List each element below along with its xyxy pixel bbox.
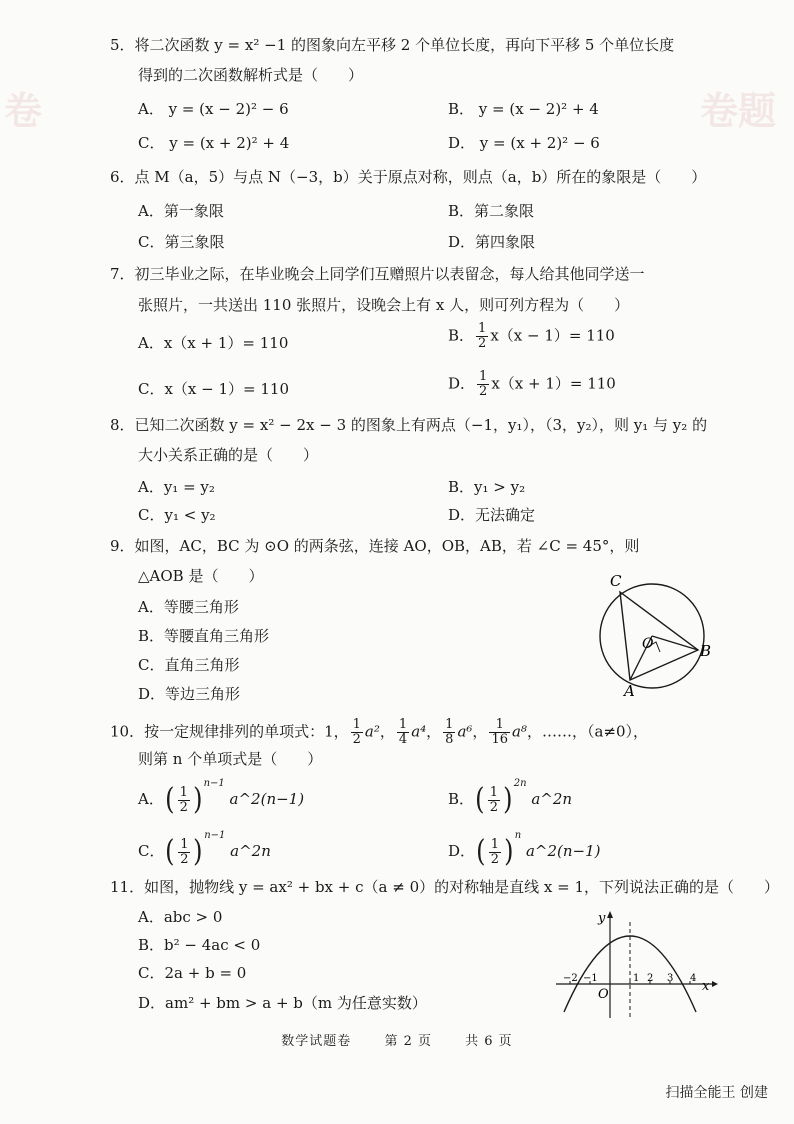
bleed-through-mark: 卷 (4, 89, 43, 133)
x-axis-label: x (702, 979, 710, 994)
fraction-numerator: 1 (489, 718, 510, 733)
fraction-denominator: 16 (491, 732, 508, 747)
question-8-option-b: B．y₁ > y₂ (448, 478, 526, 496)
origin-label: O (598, 987, 609, 1002)
question-8-stem-line-2: 大小关系正确的是（ ） (138, 446, 319, 464)
question-5-stem-line-1: 5．将二次函数 y = x² −1 的图象向左平移 2 个单位长度，再向下平移 5 个单位长度 (110, 36, 675, 54)
fraction-numerator: 1 (180, 836, 189, 852)
parabola-figure (550, 908, 720, 1023)
question-7-option-d (448, 370, 616, 399)
fraction (178, 838, 190, 867)
question-8-option-a: A．y₁ = y₂ (138, 478, 215, 496)
term-3-power: a⁶ (457, 722, 473, 741)
right-paren: ) (193, 834, 204, 869)
fraction (178, 786, 190, 815)
question-5-option-c: C． y = (x + 2)² + 4 (138, 134, 290, 152)
question-7-stem-line-1: 7．初三毕业之际，在毕业晚会上同学们互赠照片以表留念，每人给其他同学送一 (110, 265, 645, 283)
exponent: n−1 (204, 830, 226, 841)
x-tick-label: −2 (563, 973, 578, 984)
exponent: n (514, 830, 522, 841)
question-8-stem-line-1: 8．已知二次函数 y = x² − 2x − 3 的图象上有两点（−1，y₁），（3，y₂），则 y₁ 与 y₂ 的 (110, 416, 708, 434)
question-9-stem-line-2: △AOB 是（ ） (138, 567, 264, 585)
power-term: a^2(n−1) (525, 842, 601, 860)
x-tick-label: 4 (690, 973, 697, 984)
option-label: B． (448, 790, 475, 808)
question-5-option-d: D． y = (x + 2)² − 6 (448, 134, 600, 152)
question-11-option-b: B．b² − 4ac < 0 (138, 936, 261, 954)
question-9-stem-line-1: 9．如图，AC，BC 为 ⊙O 的两条弦，连接 AO，OB，AB，若 ∠C = 45°，则 (110, 537, 640, 555)
circle-figure (590, 570, 720, 698)
triangle-abc (620, 592, 698, 680)
point-label-a: A (624, 682, 635, 698)
point-label-c: C (610, 572, 622, 590)
question-9-option-d: D．等边三角形 (138, 685, 241, 703)
y-axis-label: y (598, 911, 606, 926)
point-label-b: B (700, 642, 712, 660)
left-paren: ( (476, 834, 486, 869)
fraction-numerator: 1 (479, 369, 488, 384)
fraction (477, 370, 489, 399)
question-11-option-d: D．am² + bm > a + b（m 为任意实数） (138, 994, 427, 1012)
x-tick-label: 2 (647, 973, 654, 984)
left-paren: ( (475, 782, 485, 817)
fraction-denominator: 4 (398, 732, 408, 747)
question-10-stem-line-1: 10．按一定规律排列的单项式：1， $\frac{1}{2}$ a²， $\frac{1}{4}$ a⁴， $\frac{1}{8}$ a⁶， $\frac{1}{16}$ a⁸，……，（a≠0）， (110, 717, 649, 747)
footer-subject: 数学试题卷 (281, 1034, 352, 1049)
question-5-stem-line-2: 得到的二次函数解析式是（ ） (138, 66, 364, 84)
fraction-denominator: 2 (478, 336, 487, 351)
page-footer (0, 1030, 794, 1049)
question-6-option-a: A．第一象限 (138, 202, 224, 220)
question-7-option-b (448, 322, 615, 351)
segment-ob (652, 636, 698, 650)
x-tick-label: 3 (667, 973, 674, 984)
question-11-option-a: A．abc > 0 (138, 908, 223, 926)
question-6-option-b: B．第二象限 (448, 202, 535, 220)
question-10-stem-line-2: 则第 n 个单项式是（ ） (138, 750, 323, 768)
exponent: n−1 (203, 778, 225, 789)
option-d-label: D． (448, 374, 476, 393)
question-5-option-a: A． y = (x − 2)² − 6 (138, 100, 289, 118)
right-paren: ) (503, 782, 513, 817)
fraction-numerator: 1 (489, 784, 499, 800)
question-6-stem: 6．点 M（a，5）与点 N（−3，b）关于原点对称，则点（a，b）所在的象限是（ ） (110, 168, 707, 186)
question-9-option-b: B．等腰直角三角形 (138, 627, 270, 645)
right-paren: ) (504, 834, 514, 869)
fraction (489, 838, 501, 867)
option-b-expression: x（x − 1）= 110 (490, 326, 615, 345)
question-7-option-a: A．x（x + 1）= 110 (138, 334, 289, 352)
question-10-option-c (138, 830, 271, 867)
option-label: C． (138, 842, 165, 860)
x-tick-label: 1 (633, 973, 640, 984)
x-tick-label: −1 (583, 973, 598, 984)
fraction-numerator: 1 (398, 717, 408, 732)
fraction-denominator: 2 (489, 799, 499, 815)
term-4-power: a⁸ (511, 722, 527, 741)
power-term: a^2n (230, 842, 271, 860)
question-6-option-c: C．第三象限 (138, 233, 225, 251)
scanner-watermark: 扫描全能王 创建 (665, 1085, 768, 1101)
option-label: A． (138, 790, 164, 808)
stem-prefix: 10．按一定规律排列的单项式：1， (110, 722, 349, 741)
question-5-option-b: B． y = (x − 2)² + 4 (448, 100, 599, 118)
exponent: 2n (513, 778, 527, 789)
option-b-label: B． (448, 326, 475, 345)
right-paren: ) (193, 782, 203, 817)
question-10-option-a (138, 778, 304, 815)
fraction-numerator: 1 (478, 321, 487, 336)
fraction-denominator: 2 (490, 851, 500, 867)
y-axis-arrow (607, 911, 613, 918)
bleed-through-mark: 卷题 (700, 89, 777, 133)
term-1-coefficient (351, 718, 363, 747)
fraction-denominator: 2 (479, 384, 488, 399)
fraction-numerator: 1 (352, 717, 361, 732)
fraction-denominator: 2 (179, 799, 188, 815)
x-axis-arrow (712, 981, 718, 987)
fraction-numerator: 1 (445, 717, 454, 732)
question-9-option-a: A．等腰三角形 (138, 598, 239, 616)
term-2-coefficient (397, 718, 409, 747)
term-1-power: a² (364, 722, 380, 741)
question-7-option-c: C．x（x − 1）= 110 (138, 380, 290, 398)
question-6-option-d: D．第四象限 (448, 233, 536, 251)
left-paren: ( (165, 834, 176, 869)
fraction-denominator: 2 (180, 851, 189, 867)
fraction (476, 322, 488, 351)
term-4-coefficient (489, 718, 510, 747)
power-term: a^2(n−1) (229, 790, 305, 808)
fraction-denominator: 8 (445, 732, 454, 747)
question-11-option-c: C．2a + b = 0 (138, 964, 247, 982)
option-label: D． (448, 842, 476, 860)
question-7-stem-line-2: 张照片，一共送出 110 张照片，设晚会上有 x 人，则可列方程为（ ） (138, 296, 630, 314)
footer-page-number: 第 2 页 (384, 1034, 432, 1049)
power-term: a^2n (531, 790, 573, 808)
option-d-expression: x（x + 1）= 110 (491, 374, 616, 393)
fraction-numerator: 1 (179, 784, 188, 800)
question-11-stem: 11．如图，抛物线 y = ax² + bx + c（a ≠ 0）的对称轴是直线 x = 1，下列说法正确的是（ ） (110, 878, 779, 896)
footer-total-pages: 共 6 页 (465, 1034, 513, 1049)
left-paren: ( (165, 782, 175, 817)
question-8-option-d: D．无法确定 (448, 506, 536, 524)
question-9-option-c: C．直角三角形 (138, 656, 240, 674)
fraction-denominator: 2 (352, 732, 361, 747)
question-10-option-d (448, 830, 601, 867)
point-label-o: O (642, 636, 654, 652)
question-8-option-c: C．y₁ < y₂ (138, 506, 216, 524)
term-3-coefficient (443, 718, 455, 747)
stem-suffix: ，……，（a≠0）， (526, 722, 649, 741)
term-2-power: a⁴ (411, 722, 427, 741)
fraction-numerator: 1 (490, 836, 500, 852)
question-10-option-b (448, 778, 572, 815)
fraction (488, 786, 500, 815)
